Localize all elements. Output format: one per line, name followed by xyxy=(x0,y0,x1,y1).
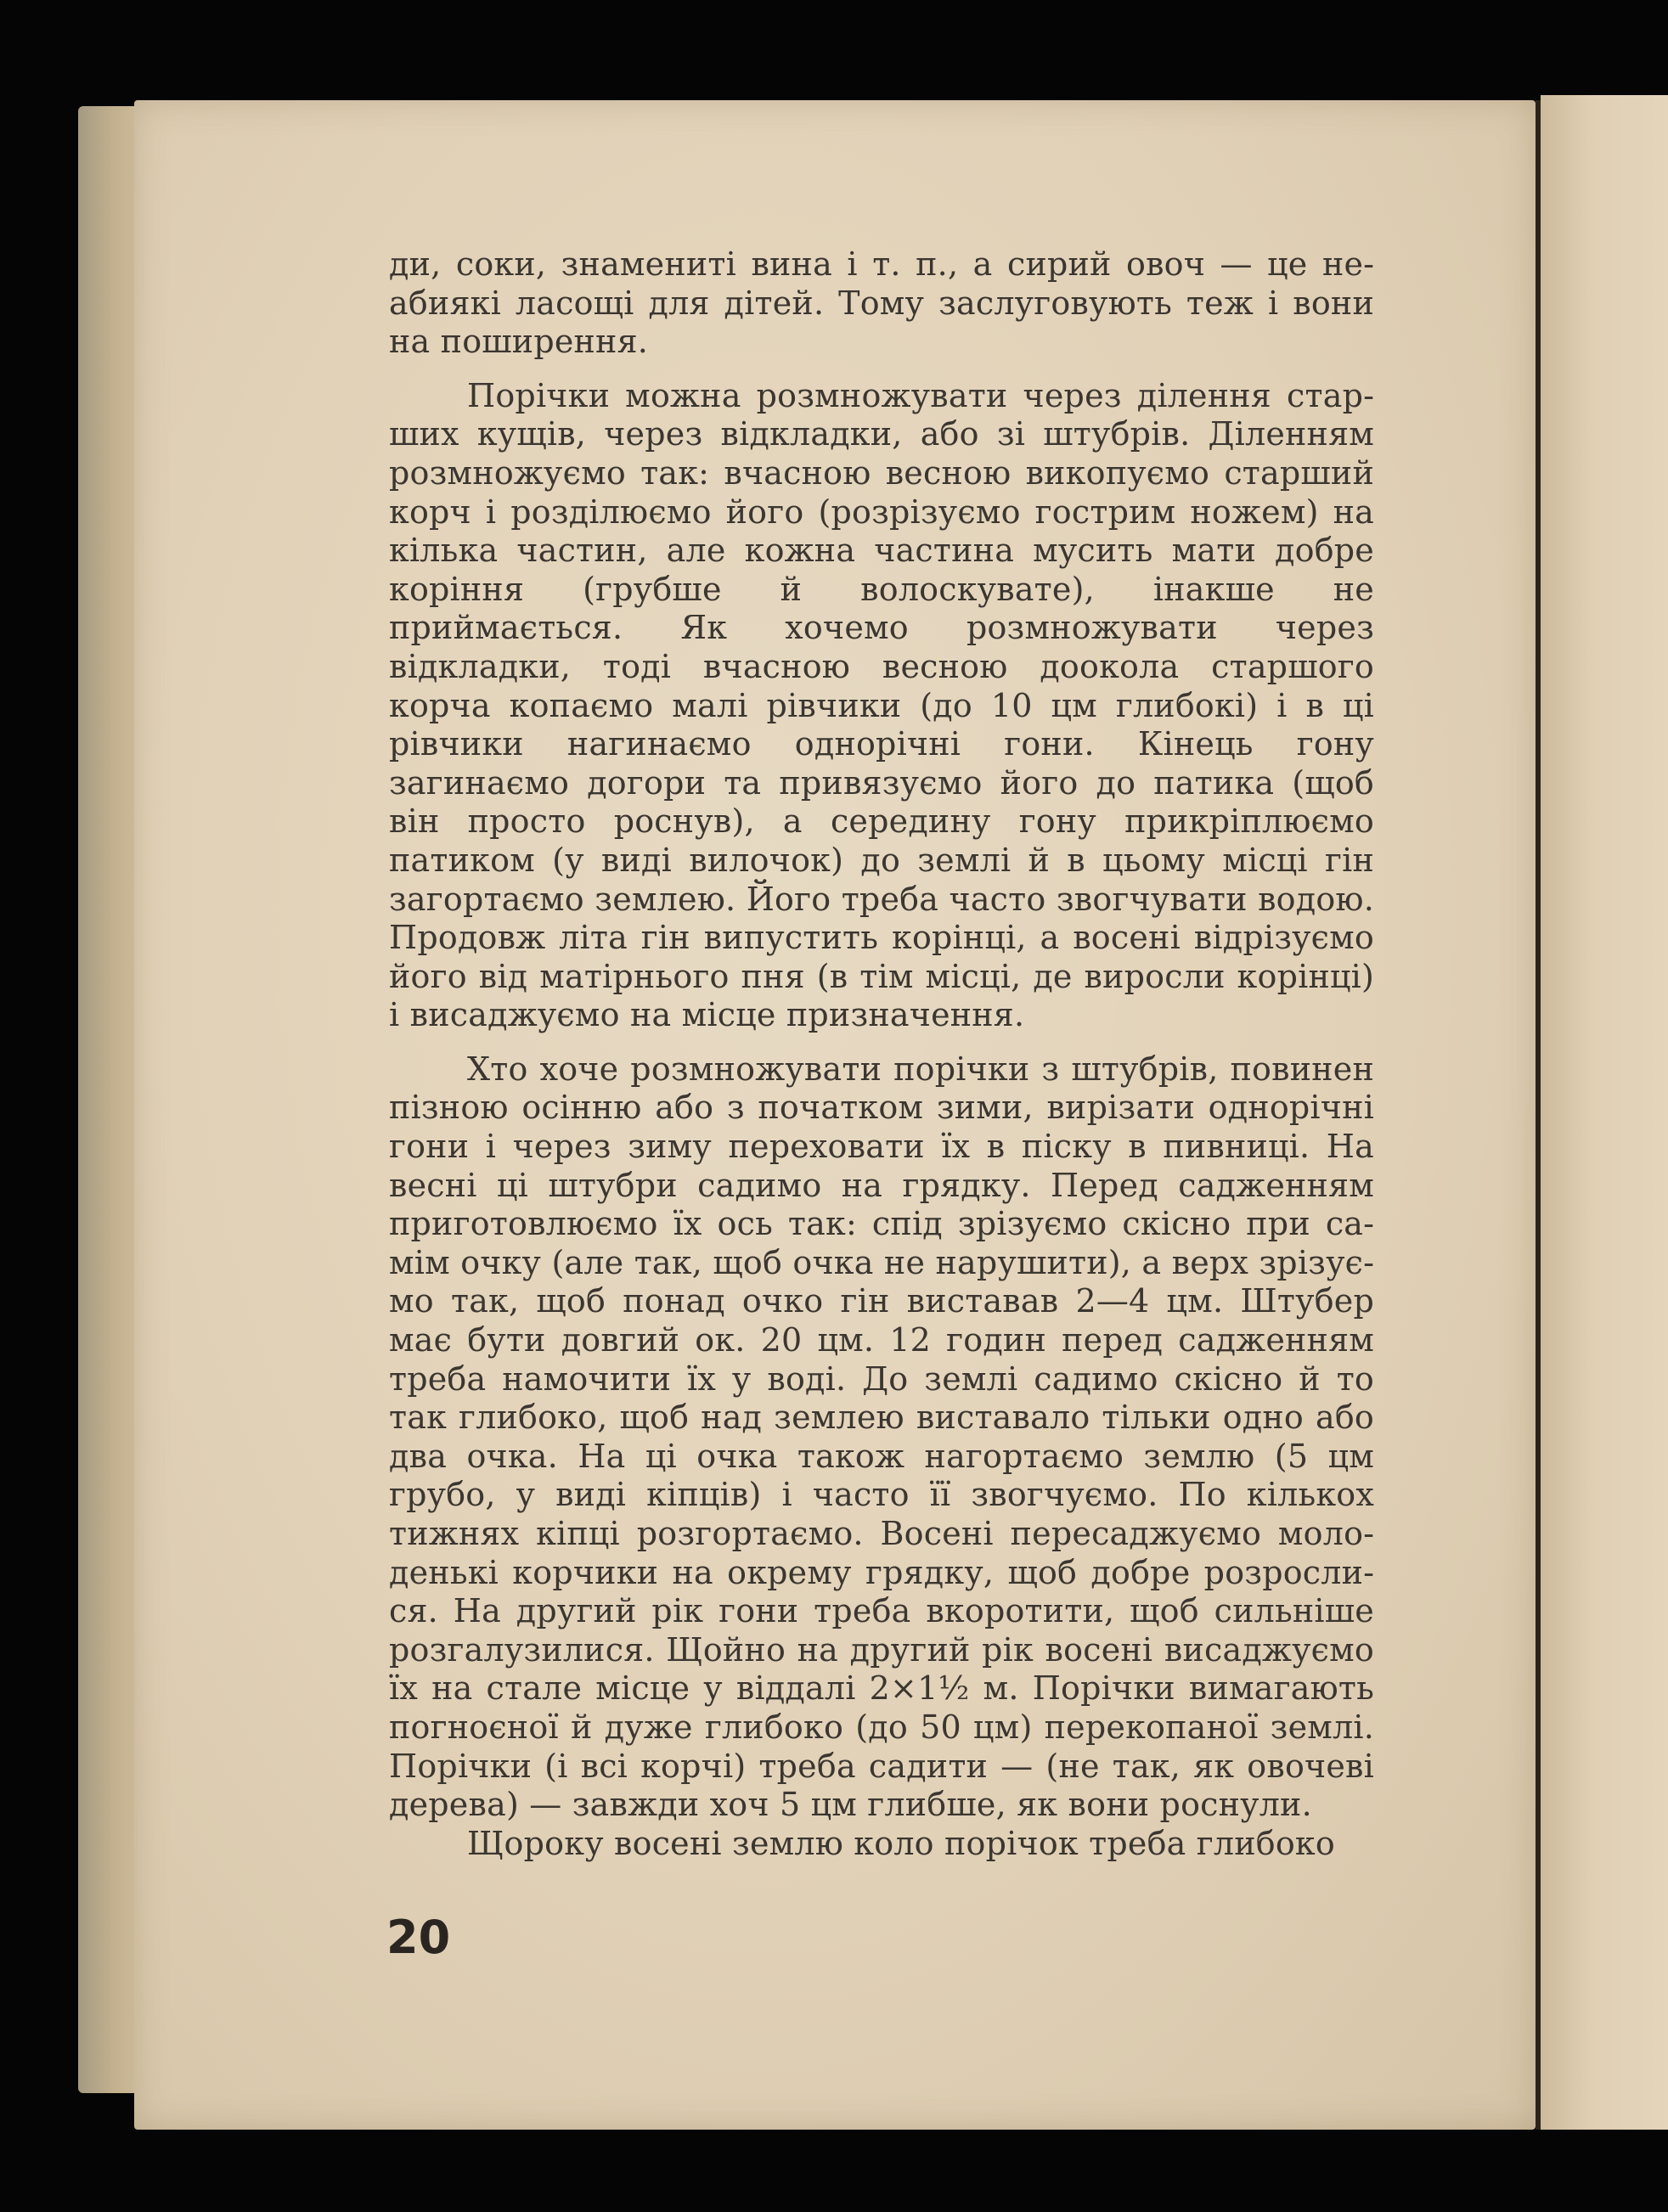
page-body-text xyxy=(389,245,1374,1863)
paragraph-cuttings: Хто хоче розмножувати порічки з штубрів, повинен пізною осінню або з початком зими, вирізати однорічні гони і через зиму переховати їх в піску в пивниці. На весні ці штубри садимо на грядку. Перед садженням приготовлюємо їх ось так: спід зрізуємо скісно при самім очку (але так, щоб очка не нарушити), а верх зрізуємо так, щоб понад очко гін виставав 2—4 цм. Штубер має бути довгий ок. 20 цм. 12 годин перед садженням треба намочити їх у воді. До землі садимо скісно й то так глибоко, щоб над землею виставало тільки одно або два очка. На ці очка також нагортаємо землю (5 цм грубо, у виді кіпців) і часто її звогчуємо. По кількох тижнях кіпці розгортаємо. Восені пересаджуємо молоденькі корчики на окрему грядку, щоб добре розрослися. На другий рік гони треба вкоротити, щоб сильніше розгалузилися. Щойно на другий рік восені висаджуємо їх на стале місце у віддалі 2×1½ м. Порічки вимагають погноєної й дуже глибоко (до 50 цм) перекопаної землі. Порічки (і всі корчі) треба садити — (не так, як овочеві дерева) — завжди хоч 5 цм глибше, як вони роснули. xyxy=(389,1050,1374,1824)
paragraph-autumn-care: Щороку восені землю коло порічок треба глибоко xyxy=(467,1824,1335,1862)
paragraph-continuation: ди, соки, знамениті вина і т. п., а сирий овоч — це неабиякі ласощі для дітей. Тому заслуговують теж і вони на поширення. xyxy=(389,245,1374,361)
page-number: 20 xyxy=(386,1911,451,1964)
paragraph-division-and-layering: Порічки можна розмножувати через ділення старших кущів, через відкладки, або зі штубрів. Діленням розмножуємо так: вчасною весною викопуємо старший корч і розділюємо його (розрізуємо гострим ножем) на кілька частин, але кожна частина мусить мати добре коріння (грубше й волоскувате), інакше не приймається. Як хочемо розмножувати через відкладки, тоді вчасною весною доокола старшого корча копаємо малі рівчики (до 10 цм глибокі) і в ці рівчики нагинаємо однорічні гони. Кінець гону загинаємо догори та привязуємо його до патика (щоб він просто роснув), а середину гону прикріплюємо патиком (у виді вилочок) до землі й в цьому місці гін загортаємо землею. Його треба часто звогчувати водою. Продовж літа гін випустить корінці, а восені відрізуємо його від матірнього пня (в тім місці, де виросли корінці) і висаджуємо на місце призначення. xyxy=(389,376,1374,1034)
facing-page-edge xyxy=(1541,95,1668,2130)
